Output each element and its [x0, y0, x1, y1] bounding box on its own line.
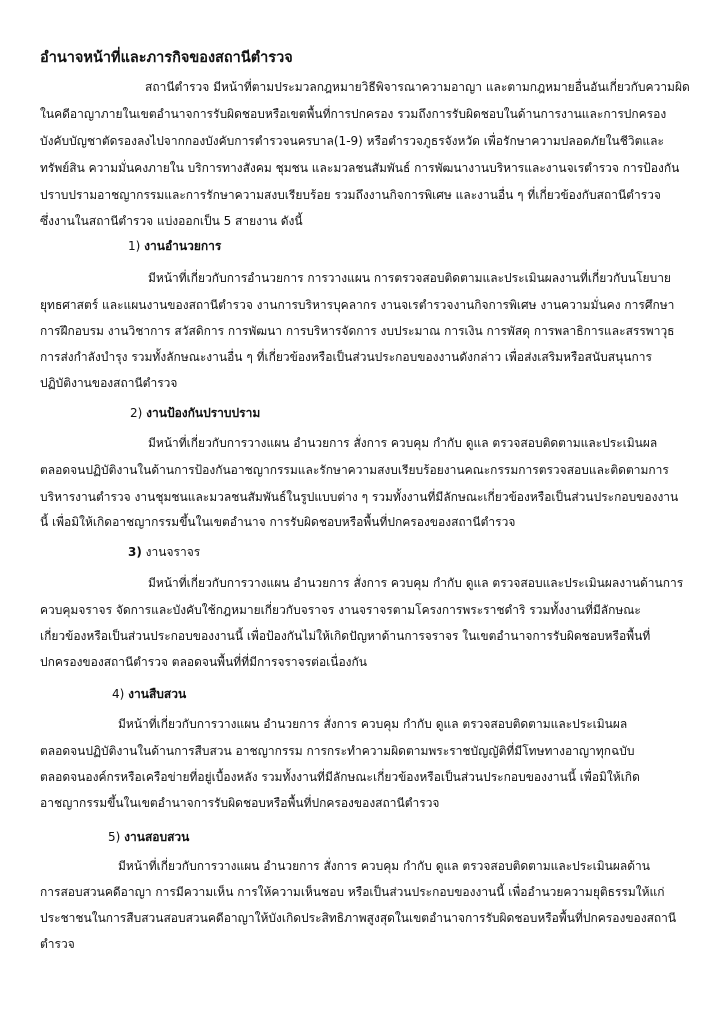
section-number: 2): [130, 406, 143, 420]
section-line: ปฏิบัติงานของสถานีตำรวจ: [40, 376, 178, 390]
section-line: การสอบสวนคดีอาญา การมีความเห็น การให้ความเห็นชอบ หรือเป็นส่วนประกอบของงานนี้ เพื่ออำนวยความยุติธรรมให้แก่: [40, 885, 665, 899]
section-line: ประชาชนในการสืบสวนสอบสวนคดีอาญาให้บังเกิดประสิทธิภาพสูงสุดในเขตอำนาจการรับผิดชอบหรือพื้นที่ปกครองของสถานี: [40, 911, 677, 925]
section-line: ตำรวจ: [40, 937, 75, 951]
section-number: 1): [128, 239, 141, 253]
section-heading-investigation: [112, 686, 186, 702]
intro-line: ทรัพย์สิน ความมั่นคงภายใน บริการทางสังคม ชุมชน และมวลชนสัมพันธ์ การพัฒนางานบริหารและงานจเรตำรวจ การป้องกัน: [40, 161, 680, 175]
section-number: 5): [108, 830, 121, 844]
section-heading-inquiry: [108, 829, 189, 845]
section-title: งานสืบสวน: [128, 687, 187, 701]
section-title: งานอำนวยการ: [144, 239, 222, 253]
section-line: ปกครองของสถานีตำรวจ ตลอดจนพื้นที่ที่มีการจราจรต่อเนื่องกัน: [40, 655, 367, 669]
section-line: การฝึกอบรม งานวิชาการ สวัสดิการ การพัฒนา การบริหารจัดการ งบประมาณ การเงิน การพัสดุ การพลาธิการและสรรพาวุธ: [40, 324, 675, 338]
section-line: มีหน้าที่เกี่ยวกับการวางแผน อำนวยการ สั่งการ ควบคุม กำกับ ดูแล ตรวจสอบติดตามและประเมินผล: [118, 717, 628, 731]
section-title: งานป้องกันปราบปราม: [146, 406, 261, 420]
section-line: ควบคุมจราจร จัดการและบังคับใช้กฎหมายเกี่ยวกับจราจร งานจราจรตามโครงการพระราชดำริ รวมทั้งงานที่มีลักษณะ: [40, 603, 641, 617]
section-heading-crime-prevention: [130, 405, 260, 421]
section-line: การส่งกำลังบำรุง รวมทั้งลักษณะงานอื่น ๆ ที่เกี่ยวข้องหรือเป็นส่วนประกอบของงานดังกล่าว เพื่อส่งเสริมหรือสนับสนุนการ: [40, 350, 652, 364]
section-line: นี้ เพื่อมิให้เกิดอาชญากรรมขึ้นในเขตอำนาจ การรับผิดชอบหรือพื้นที่ปกครองของสถานีตำรวจ: [40, 515, 516, 529]
document-title: อำนาจหน้าที่และภารกิจของสถานีตำรวจ: [40, 50, 293, 66]
section-line: ยุทธศาสตร์ และแผนงานของสถานีตำรวจ งานการบริหารบุคลากร งานจเรตำรวจงานกิจการพิเศษ งานความมั่นคง การศึกษา: [40, 298, 675, 312]
section-line: มีหน้าที่เกี่ยวกับการอำนวยการ การวางแผน การตรวจสอบติดตามและประเมินผลงานที่เกี่ยวกับนโยบาย: [148, 271, 671, 285]
section-title: งานจราจร: [145, 545, 201, 559]
section-title: งานสอบสวน: [124, 830, 190, 844]
section-line: อาชญากรรมขึ้นในเขตอำนาจการรับผิดชอบหรือพื้นที่ปกครองของสถานีตำรวจ: [40, 796, 440, 810]
section-heading-traffic: [128, 544, 200, 560]
section-line: ตลอดจนปฏิบัติงานในด้านการสืบสวน อาชญากรรม การกระทำความผิดตามพระราชบัญญัติที่มีโทษทางอาญาทุกฉบับ: [40, 744, 635, 758]
section-line: บริหารงานตำรวจ งานชุมชนและมวลชนสัมพันธ์ในรูปแบบต่าง ๆ รวมทั้งงานที่มีลักษณะเกี่ยวข้องหรือเป็นส่วนประกอบของงาน: [40, 490, 679, 504]
section-line: ตลอดจนปฏิบัติงานในด้านการป้องกันอาชญากรรมและรักษาความสงบเรียบร้อยงานคณะกรรมการตรวจสอบและติดตามการ: [40, 463, 669, 477]
section-line: มีหน้าที่เกี่ยวกับการวางแผน อำนวยการ สั่งการ ควบคุม กำกับ ดูแล ตรวจสอบติดตามและประเมินผลด้าน: [118, 859, 650, 873]
section-number: 4): [112, 687, 125, 701]
section-line: ตลอดจนองค์กรหรือเครือข่ายที่อยู่เบื้องหลัง รวมทั้งงานที่มีลักษณะเกี่ยวข้องหรือเป็นส่วนประกอบของงานนี้ เพื่อมิให้เกิด: [40, 770, 640, 784]
section-line: มีหน้าที่เกี่ยวกับการวางแผน อำนวยการ สั่งการ ควบคุม กำกับ ดูแล ตรวจสอบติดตามและประเมินผล: [148, 436, 658, 450]
intro-line: สถานีตำรวจ มีหน้าที่ตามประมวลกฎหมายวิธีพิจารณาความอาญา และตามกฎหมายอื่นอันเกี่ยวกับความผิด: [145, 80, 690, 94]
section-line: เกี่ยวข้องหรือเป็นส่วนประกอบของงานนี้ เพื่อป้องกันไม่ให้เกิดปัญหาด้านการจราจร ในเขตอำนาจการรับผิดชอบหรือพื้นที่: [40, 629, 651, 643]
section-line: มีหน้าที่เกี่ยวกับการวางแผน อำนวยการ สั่งการ ควบคุม กำกับ ดูแล ตรวจสอบและประเมินผลงานด้านการ: [148, 576, 684, 590]
intro-line: ในคดีอาญาภายในเขตอำนาจการรับผิดชอบหรือเขตพื้นที่การปกครอง รวมถึงการรับผิดชอบในด้านการงานและการปกครอง: [40, 107, 667, 121]
section-number: 3): [128, 545, 142, 559]
section-heading-administration: [128, 238, 221, 254]
intro-line: ซึ่งงานในสถานีตำรวจ แบ่งออกเป็น 5 สายงาน ดังนี้: [40, 214, 303, 228]
intro-line: ปราบปรามอาชญากรรมและการรักษาความสงบเรียบร้อย รวมถึงงานกิจการพิเศษ และงานอื่น ๆ ที่เกี่ยวข้องกับสถานีตำรวจ: [40, 188, 661, 202]
intro-line: บังคับบัญชาตัดรองลงไปจากกองบังคับการตำรวจนครบาล(1-9) หรือตำรวจภูธรจังหวัด เพื่อรักษาความปลอดภัยในชีวิตและ: [40, 134, 664, 148]
